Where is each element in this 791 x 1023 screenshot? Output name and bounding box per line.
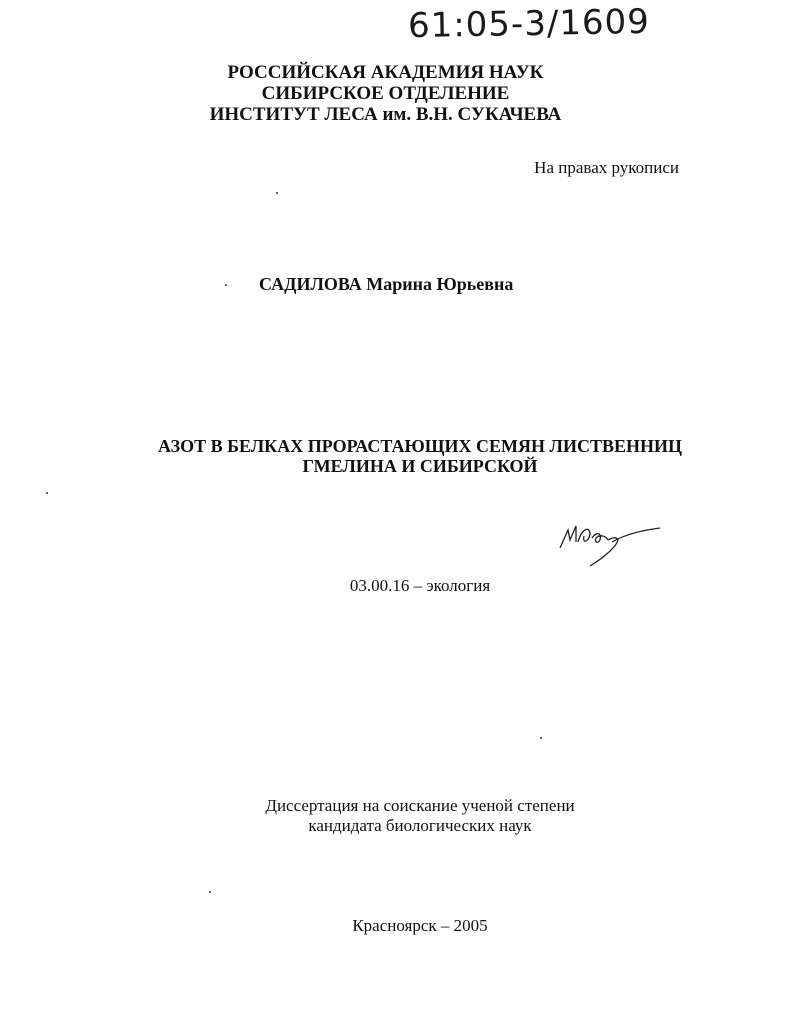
institution-line-institute: ИНСТИТУТ ЛЕСА им. В.Н. СУКАЧЕВА bbox=[209, 104, 562, 125]
author-signature bbox=[556, 518, 666, 568]
thesis-title bbox=[0, 436, 791, 476]
institution-line-academy: РОССИЙСКАЯ АКАДЕМИЯ НАУК bbox=[227, 62, 544, 83]
author-name: САДИЛОВА Марина Юрьевна bbox=[259, 274, 514, 294]
city-year: Красноярск – 2005 bbox=[352, 916, 488, 935]
degree-statement bbox=[0, 796, 791, 836]
scan-speck bbox=[225, 284, 227, 286]
scan-speck bbox=[209, 891, 211, 893]
thesis-title-line-2: ГМЕЛИНА И СИБИРСКОЙ bbox=[302, 456, 538, 476]
archive-code-handwritten: 61:05-3/1609 bbox=[407, 1, 651, 47]
scan-speck bbox=[46, 492, 48, 494]
thesis-title-line-1: АЗОТ В БЕЛКАХ ПРОРАСТАЮЩИХ СЕМЯН ЛИСТВЕННИЦ bbox=[158, 436, 682, 456]
degree-line-2: кандидата биологических наук bbox=[308, 816, 532, 835]
specialty-code: 03.00.16 – экология bbox=[349, 576, 491, 595]
institution-header bbox=[0, 62, 771, 125]
degree-line-1: Диссертация на соискание ученой степени bbox=[265, 796, 575, 815]
scan-speck bbox=[276, 192, 278, 194]
scan-speck bbox=[540, 737, 542, 739]
institution-line-branch: СИБИРСКОЕ ОТДЕЛЕНИЕ bbox=[261, 83, 510, 104]
rights-note: На правах рукописи bbox=[534, 158, 679, 177]
